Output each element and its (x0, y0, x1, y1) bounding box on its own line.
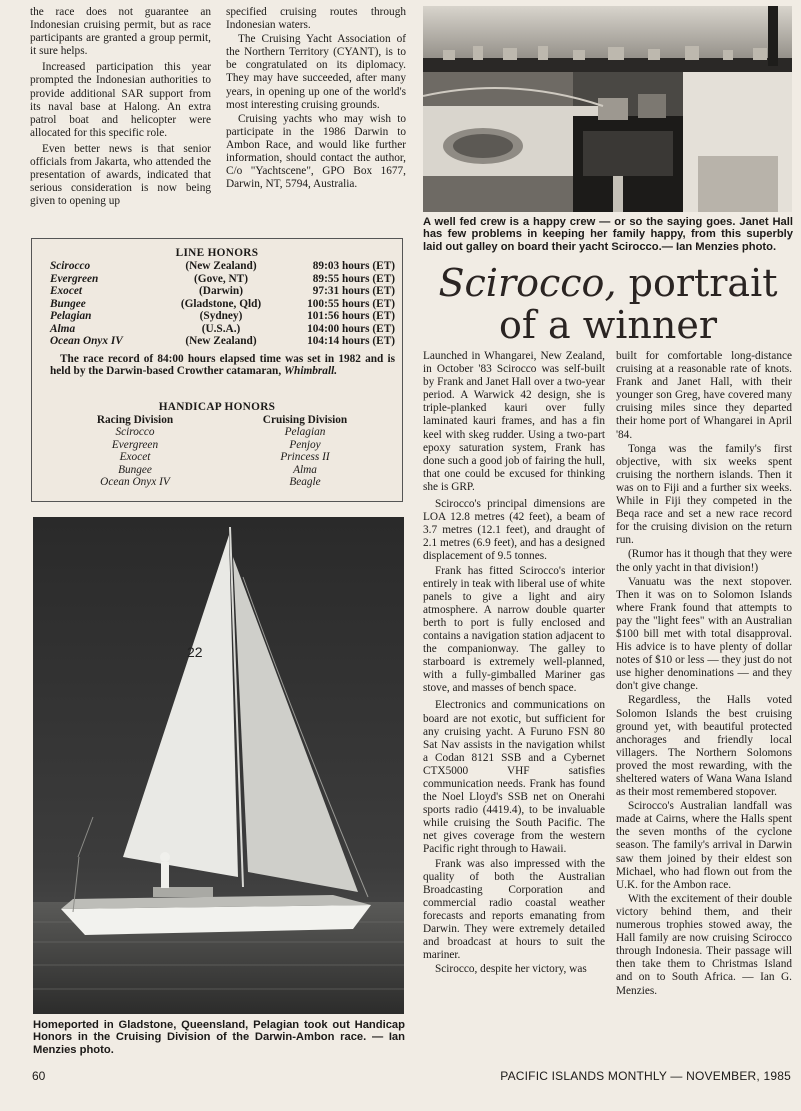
line-honors-row (50, 298, 395, 310)
line-honors-origin: (New Zealand) (185, 260, 257, 272)
line-honors-origin: (Sydney) (199, 310, 243, 322)
record-note-text: The race record of 84:00 hours elapsed time was set in 1982 and is held by the Darwin-based Crowther catamaran, (50, 353, 395, 378)
headline-rest: portrait (628, 261, 778, 305)
line-honors-time: 104:00 hours (ET) (307, 322, 395, 335)
line-honors-yacht: Evergreen (50, 272, 99, 285)
line-honors-yacht: Bungee (50, 297, 86, 310)
line-honors-origin: (Gladstone, Qld) (180, 297, 262, 310)
paragraph: Increased participation this year prompted the Indonesian authorities to provide additional SAR support from its naval base at Halong. An extra patrol boat and helicopter were allocated for this specific role. (30, 61, 211, 139)
cruising-entry: Pelagian (284, 426, 326, 439)
line-honors-yacht: Pelagian (50, 310, 92, 322)
yacht-photo-caption: Homeported in Gladstone, Queensland, Pelagian took out Handicap Honors in the Cruising Division of the Darwin-Ambon race. — Ian Menzies photo. (33, 1019, 405, 1056)
cruising-division-title: Cruising Division (262, 414, 348, 426)
yacht-photo (33, 517, 404, 1014)
paragraph: specified cruising routes through Indonesian waters. (226, 6, 406, 32)
paragraph: Scirocco's principal dimensions are LOA 12.8 metres (42 feet), a beam of 3.7 metres (12.1 feet), and draught of 2.1 metres (6.9 feet), and has a designed displacement of 9.5 tonnes. (423, 498, 605, 563)
magazine-footer: PACIFIC ISLANDS MONTHLY — NOVEMBER, 1985 (500, 1069, 791, 1083)
line-honors-row (50, 310, 395, 322)
line-honors-time: 89:03 hours (ET) (312, 260, 395, 272)
continued-article-column-1 (30, 6, 211, 209)
handicap-honors-title: HANDICAP HONORS (158, 401, 276, 413)
galley-photo (423, 6, 792, 212)
article-column-2 (616, 350, 792, 999)
paragraph: Tonga was the family's first objective, with six weeks spent cruising the northern islands. Then it was on to Fiji and a further six weeks. While in Fiji they competed in the Beqa race and set a new race record for the cruising division on the return run. (616, 442, 792, 547)
continued-article-column-2 (226, 6, 406, 192)
yacht-photo-illustration (33, 517, 404, 1014)
article-headline (423, 262, 793, 346)
paragraph: Regardless, the Halls voted Solomon Islands the best cruising ground yet, with beautiful protected anchorages and friendly local villagers. The Northern Solomons proved the most rewarding, with the sheltered waters of Wana Wana Island as their most remembered stopover. (616, 694, 792, 799)
paragraph: Even better news is that senior officials from Jakarta, who attended the presentation of awards, indicated that serious consideration is now being given to opening up (30, 142, 211, 208)
line-honors-origin: (Darwin) (199, 285, 243, 297)
sail-number: 22 (187, 644, 203, 660)
headline-line-1 (423, 262, 793, 304)
cruising-entry: Princess II (280, 451, 330, 464)
paragraph: Frank was also impressed with the quality of both the Australian Broadcasting Corporation and commercial radio coastal weather forecasts and reports emanating from Darwin. They were extremely detailed and broadcast at hours to suit the mariner. (423, 857, 605, 962)
page-number: 60 (32, 1069, 46, 1083)
race-results-box (31, 238, 403, 502)
paragraph: the race does not guarantee an Indonesian cruising permit, but as race participants are granted a group permit, it sure helps. (30, 6, 211, 58)
paragraph: (Rumor has it though that they were the only yacht in that division!) (616, 548, 792, 574)
paragraph: The Cruising Yacht Association of the Northern Territory (CYANT), is to be congratulated on its diplomacy. They may have succeeded, after many years, in opening up one of the world's most interesting cruising grounds. (226, 33, 406, 111)
line-honors-origin: (Gove, NT) (194, 272, 248, 285)
galley-photo-caption: A well fed crew is a happy crew — or so the saying goes. Janet Hall has few problems in keeping her family happy, from this superbly laid out galley on board their yacht Scirocco.— Ian Menzies photo. (423, 216, 793, 253)
article-column-1 (423, 350, 605, 977)
cruising-entry: Penjoy (289, 438, 321, 451)
race-record-note (50, 353, 395, 378)
racing-entry: Ocean Onyx IV (100, 476, 170, 489)
line-honors-yacht: Alma (50, 322, 76, 335)
line-honors-yacht: Scirocco (50, 260, 91, 272)
line-honors-row (50, 260, 395, 272)
paragraph: built for comfortable long-distance cruising at a reasonable rate of knots. Frank and Janet Hall, with their younger son Greg, have covered many cruising miles since they departed their home port of Whangarei in April '84. (616, 350, 792, 441)
line-honors-time: 97:31 hours (ET) (312, 285, 395, 297)
line-honors-origin: (U.S.A.) (201, 322, 241, 335)
racing-entry: Evergreen (111, 438, 159, 451)
line-honors-time: 104:14 hours (ET) (307, 335, 395, 347)
line-honors-row (50, 285, 395, 297)
cruising-division-list (220, 414, 390, 488)
racing-division-title: Racing Division (96, 414, 174, 426)
line-honors-row (50, 323, 395, 335)
paragraph: Scirocco, despite her victory, was (435, 963, 587, 976)
headline-yacht-name: Scirocco, (438, 261, 617, 305)
racing-division-list (50, 414, 220, 488)
paragraph: Electronics and communications on board are not exotic, but sufficient for any cruising yacht. A Furuno FSN 80 Sat Nav assists in the navigation whilst a Codan 8121 SSB and a Cybernet CTX5000 VHF satisfies communication needs. Frank has found the Noel Lloyd's SSB net on Onerahi sports radio (4419.4), to be invaluable while cruising the South Pacific. The net gives coverage from the western Pacific right through to Hawaii. (423, 699, 605, 856)
paragraph: Launched in Whangarei, New Zealand, in October '83 Scirocco was self-built by Frank and Janet Hall over a two-year period. A Warwick 42 design, she is triple-planked kauri over fully laminated kauri frames, and has a fin keel with skeg rudder. Using a two-part epoxy saturation system, Frank has done such a good job of fairing the hull, that one could be excused for thinking she is GRP. (423, 350, 605, 493)
racing-entry: Scirocco (115, 426, 155, 439)
line-honors-yacht: Exocet (50, 285, 82, 297)
racing-entry: Bungee (118, 463, 152, 476)
line-honors-origin: (New Zealand) (185, 335, 257, 347)
record-yacht-name: Whimbrall. (284, 365, 338, 378)
paragraph: Vanuatu was the next stopover. Then it was on to Solomon Islands where Frank found that attempts to pay the "light fees" with an Australian $100 bill met with total disapproval. His advice is to have plenty of dollar notes of $10 or less — they just do not use higher denominations — and they don't give change. (616, 575, 792, 693)
paragraph: Scirocco's Australian landfall was made at Cairns, where the Halls spent the seven months of the cyclone season. The family's arrival in Darwin saw them joined by their eldest son Michael, who had flown out from the U.K. for the Ambon race. (616, 800, 792, 891)
line-honors-yacht: Ocean Onyx IV (50, 335, 123, 347)
line-honors-time: 100:55 hours (ET) (307, 297, 395, 310)
line-honors-time: 101:56 hours (ET) (307, 310, 395, 322)
line-honors-time: 89:55 hours (ET) (312, 272, 395, 285)
galley-photo-illustration (423, 6, 792, 212)
paragraph: Cruising yachts who may wish to participate in the 1986 Darwin to Ambon Race, and would like further information, should contact the author, C/o "Yachtscene", GPO Box 1677, Darwin, NT, 5794, Australia. (226, 112, 406, 191)
paragraph: Frank has fitted Scirocco's interior entirely in teak with liberal use of white panels to give a light and airy atmosphere. A narrow double quarter berth to port is fully enclosed and contains a navigation station adjacent to the companionway. The galley to starboard is extremely well-planned, with a fully-gimballed Mariner gas stove, and masses of bench space. (423, 564, 605, 695)
paragraph: With the excitement of their double victory behind them, and their numerous trophies stowed away, the Hall family are now cruising Scirocco through Indonesia. Their passage will then take them to Christmas Island and on to South Africa. — Ian G. Menzies. (616, 892, 792, 997)
line-honors-row (50, 273, 395, 285)
racing-entry: Exocet (119, 451, 151, 464)
cruising-entry: Beagle (289, 476, 321, 489)
cruising-entry: Alma (293, 463, 317, 476)
line-honors-title: LINE HONORS (175, 247, 259, 259)
line-honors-row (50, 335, 395, 347)
headline-line-2: of a winner (498, 303, 718, 347)
